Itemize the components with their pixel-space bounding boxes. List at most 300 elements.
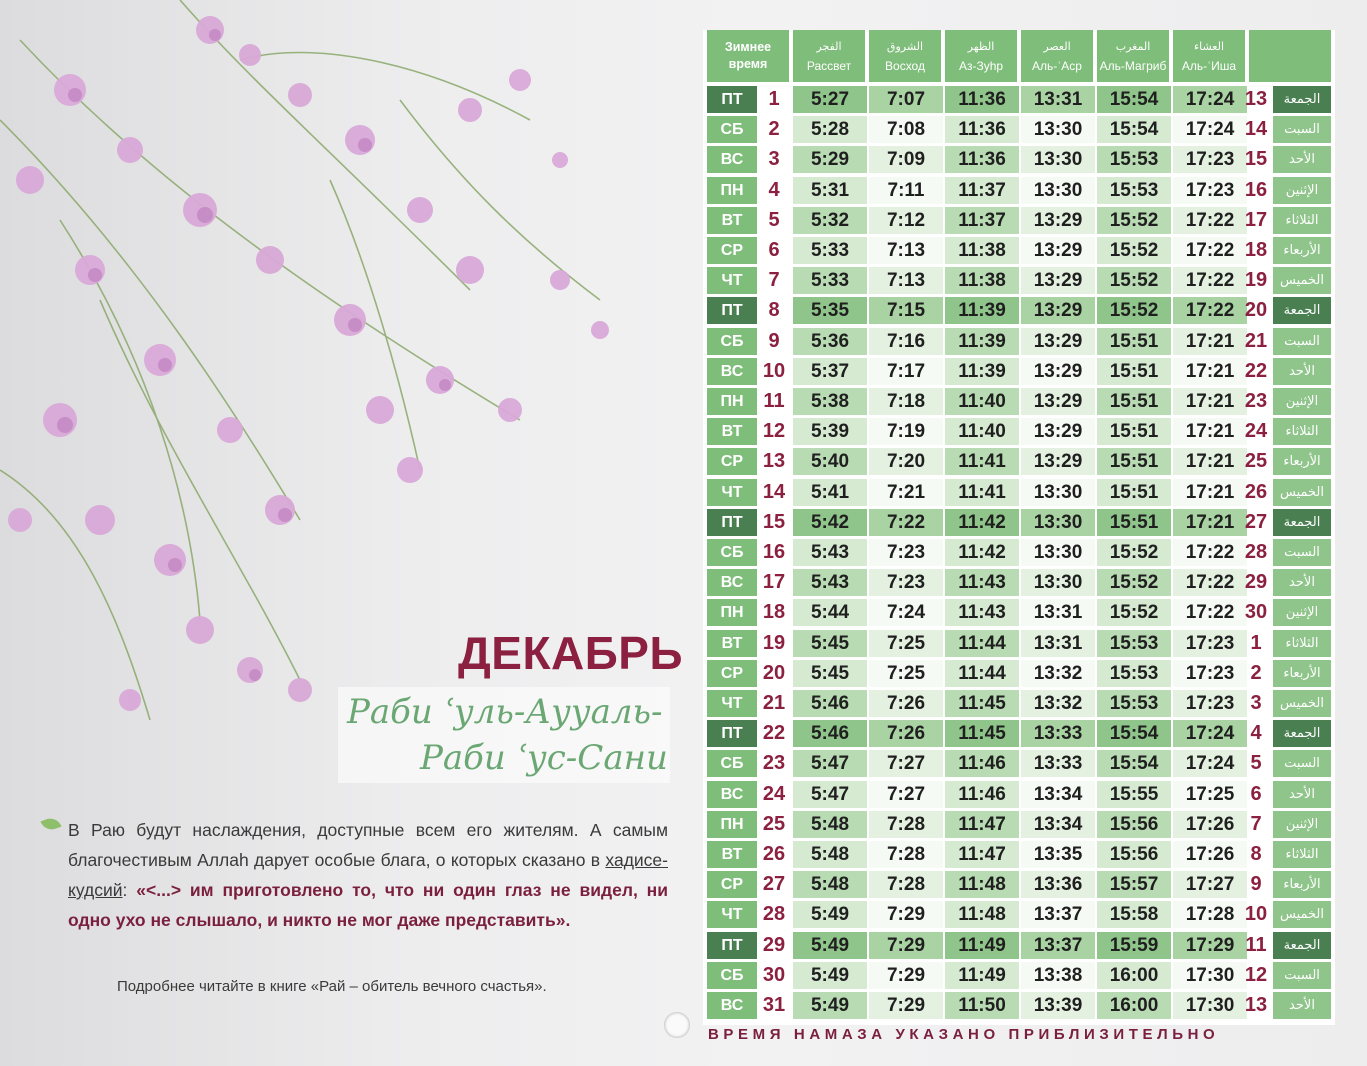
prayer-time-cell: 11:40 (945, 388, 1019, 415)
table-row (703, 660, 1335, 690)
prayer-time-cell: 13:32 (1021, 660, 1095, 687)
prayer-time-cell: 7:28 (869, 871, 943, 898)
day-number-cell: 13 (762, 450, 786, 473)
prayer-time-cell: 13:34 (1021, 811, 1095, 838)
prayer-time-cell: 17:29 (1173, 932, 1247, 959)
prayer-time-cell: 7:23 (869, 539, 943, 566)
hijri-day-cell: 9 (1250, 873, 1262, 896)
arabic-weekday-cell: الإثنين (1273, 177, 1331, 204)
prayer-time-cell: 11:36 (945, 146, 1019, 173)
prayer-time-cell: 5:49 (793, 932, 867, 959)
prayer-time-cell: 17:28 (1173, 901, 1247, 928)
quote-text: В Раю будут наслаждения, доступные всем его жителям. А самым благочестивым Аллаh дарует особые блага, о которых сказано в (68, 820, 668, 870)
weekday-cell: ПТ (707, 297, 757, 324)
footer-note: ВРЕМЯ НАМАЗА УКАЗАНО ПРИБЛИЗИТЕЛЬНО (708, 1026, 1220, 1043)
prayer-time-cell: 5:46 (793, 690, 867, 717)
day-number-cell: 31 (762, 994, 786, 1016)
prayer-time-cell: 7:25 (869, 660, 943, 687)
prayer-time-cell: 17:24 (1173, 86, 1247, 113)
prayer-time-cell: 16:00 (1097, 962, 1171, 989)
hijri-day-cell: 29 (1244, 571, 1268, 594)
weekday-cell: СБ (707, 962, 757, 989)
header-asr (1021, 30, 1093, 82)
hijri-day-cell: 18 (1244, 239, 1268, 261)
prayer-time-cell: 11:49 (945, 932, 1019, 959)
prayer-time-cell: 11:37 (945, 207, 1019, 234)
hijri-day-cell: 12 (1244, 963, 1268, 986)
arabic-weekday-cell: الخميس (1273, 479, 1331, 506)
prayer-time-cell: 11:42 (945, 509, 1019, 536)
header-asr-ru: Аль-ʿАср (1032, 59, 1082, 73)
prayer-time-cell: 5:35 (793, 297, 867, 324)
prayer-time-cell: 15:52 (1097, 539, 1171, 566)
prayer-time-cell: 5:49 (793, 901, 867, 928)
arabic-weekday-cell: السبت (1273, 750, 1331, 777)
weekday-cell: СР (707, 448, 757, 475)
arabic-weekday-cell: الأحد (1273, 146, 1331, 173)
table-row (703, 358, 1335, 388)
day-number-cell: 28 (762, 903, 786, 926)
arabic-weekday-cell: الثلاثاء (1273, 207, 1331, 234)
day-number-cell: 22 (762, 722, 786, 745)
day-number-cell: 20 (762, 661, 786, 684)
hijri-day-cell: 23 (1244, 390, 1268, 412)
header-dhuhr-ru: Аз-Зуhр (958, 59, 1004, 73)
table-row (703, 448, 1335, 478)
table-row (703, 901, 1335, 931)
prayer-time-cell: 15:51 (1097, 418, 1171, 445)
day-number-cell: 21 (762, 692, 786, 714)
prayer-time-cell: 7:28 (869, 841, 943, 868)
prayer-time-cell: 11:50 (945, 992, 1019, 1019)
prayer-time-cell: 17:25 (1173, 781, 1247, 808)
month-title: ДЕКАБРЬ (458, 627, 684, 679)
day-number-cell: 27 (762, 873, 786, 896)
table-row (703, 418, 1335, 448)
hijri-day-cell: 16 (1244, 178, 1268, 201)
prayer-time-cell: 15:51 (1097, 509, 1171, 536)
prayer-time-cell: 11:43 (945, 599, 1019, 626)
prayer-time-cell: 13:29 (1021, 358, 1095, 385)
prayer-time-cell: 11:37 (945, 177, 1019, 204)
prayer-time-cell: 17:24 (1173, 720, 1247, 747)
prayer-time-cell: 7:25 (869, 630, 943, 657)
arabic-weekday-cell: الإثنين (1273, 599, 1331, 626)
prayer-time-cell: 13:38 (1021, 962, 1095, 989)
header-maghrib (1097, 30, 1169, 82)
hijri-day-cell: 25 (1244, 450, 1268, 473)
day-number-cell: 9 (768, 329, 780, 352)
header-fajr-ru: Рассвет (806, 59, 852, 73)
table-row (703, 871, 1335, 901)
prayer-time-cell: 17:21 (1173, 388, 1247, 415)
hanging-hole (664, 1012, 690, 1038)
prayer-time-cell: 7:24 (869, 599, 943, 626)
prayer-time-cell: 11:38 (945, 237, 1019, 264)
weekday-cell: ПН (707, 388, 757, 415)
prayer-time-cell: 5:39 (793, 418, 867, 445)
prayer-time-cell: 15:51 (1097, 448, 1171, 475)
header-sunrise-ru: Восход (885, 59, 925, 73)
arabic-weekday-cell: الإثنين (1273, 811, 1331, 838)
prayer-time-cell: 5:36 (793, 328, 867, 355)
prayer-time-cell: 11:41 (945, 448, 1019, 475)
prayer-time-cell: 13:37 (1021, 932, 1095, 959)
weekday-cell: ЧТ (707, 690, 757, 717)
day-number-cell: 10 (762, 359, 786, 382)
prayer-time-cell: 17:21 (1173, 448, 1247, 475)
arabic-weekday-cell: الإثنين (1273, 388, 1331, 415)
day-number-cell: 1 (768, 88, 780, 110)
day-number-cell: 16 (762, 541, 786, 563)
prayer-time-cell: 13:30 (1021, 509, 1095, 536)
prayer-time-cell: 17:23 (1173, 630, 1247, 657)
prayer-time-cell: 5:43 (793, 539, 867, 566)
arabic-weekday-cell: الأربعاء (1273, 871, 1331, 898)
weekday-cell: ПТ (707, 509, 757, 536)
prayer-time-cell: 11:42 (945, 539, 1019, 566)
prayer-time-cell: 13:30 (1021, 177, 1095, 204)
hijri-day-cell: 10 (1244, 903, 1268, 926)
hijri-day-cell: 28 (1244, 541, 1268, 563)
prayer-time-cell: 7:13 (869, 237, 943, 264)
prayer-time-cell: 17:26 (1173, 841, 1247, 868)
prayer-time-cell: 11:40 (945, 418, 1019, 445)
prayer-time-cell: 5:41 (793, 479, 867, 506)
prayer-time-cell: 5:31 (793, 177, 867, 204)
header-hijri-blank (1249, 30, 1331, 82)
day-number-cell: 7 (768, 269, 780, 292)
weekday-cell: ПТ (707, 932, 757, 959)
arabic-weekday-cell: الثلاثاء (1273, 841, 1331, 868)
hijri-day-cell: 20 (1244, 299, 1268, 322)
table-row (703, 750, 1335, 780)
prayer-time-cell: 15:52 (1097, 207, 1171, 234)
weekday-cell: СР (707, 237, 757, 264)
table-row (703, 690, 1335, 720)
weekday-cell: ПН (707, 599, 757, 626)
prayer-time-cell: 11:47 (945, 841, 1019, 868)
header-isha-ar: العشاء (1193, 40, 1225, 53)
arabic-weekday-cell: الجمعة (1273, 509, 1331, 536)
day-number-cell: 25 (762, 812, 786, 835)
table-row (703, 811, 1335, 841)
arabic-weekday-cell: الأربعاء (1273, 660, 1331, 687)
prayer-time-cell: 5:33 (793, 237, 867, 264)
hijri-day-cell: 7 (1250, 812, 1262, 835)
quote-colon: : (122, 880, 137, 900)
weekday-cell: ПН (707, 177, 757, 204)
hijri-day-cell: 26 (1244, 480, 1268, 503)
header-asr-ar: العصر (1043, 40, 1071, 53)
prayer-time-cell: 17:27 (1173, 871, 1247, 898)
prayer-time-cell: 15:54 (1097, 86, 1171, 113)
table-row (703, 479, 1335, 509)
header-isha-ru: Аль-ʿИша (1181, 59, 1237, 73)
table-row (703, 207, 1335, 237)
prayer-time-cell: 7:29 (869, 932, 943, 959)
arabic-weekday-cell: السبت (1273, 328, 1331, 355)
prayer-time-cell: 13:30 (1021, 146, 1095, 173)
hijri-day-cell: 11 (1245, 933, 1267, 956)
day-number-cell: 18 (762, 601, 786, 624)
arabic-weekday-cell: الجمعة (1273, 297, 1331, 324)
prayer-time-cell: 15:54 (1097, 750, 1171, 777)
arabic-weekday-cell: الأحد (1273, 781, 1331, 808)
prayer-time-cell: 13:29 (1021, 297, 1095, 324)
prayer-time-cell: 17:21 (1173, 358, 1247, 385)
weekday-cell: ВС (707, 992, 757, 1019)
prayer-time-cell: 7:20 (869, 448, 943, 475)
hijri-day-cell: 22 (1244, 359, 1268, 382)
prayer-time-cell: 7:19 (869, 418, 943, 445)
day-number-cell: 24 (762, 782, 786, 805)
quote-bold: «<...> им приготовлено то, что ни один глаз не видел, ни одно ухо не слышало, и никто не мог даже представить». (68, 880, 668, 930)
prayer-time-cell: 11:38 (945, 267, 1019, 294)
day-number-cell: 8 (768, 299, 780, 322)
day-number-cell: 5 (768, 208, 780, 231)
prayer-time-cell: 5:44 (793, 599, 867, 626)
prayer-time-cell: 13:35 (1021, 841, 1095, 868)
prayer-time-cell: 13:31 (1021, 86, 1095, 113)
arabic-weekday-cell: الجمعة (1273, 932, 1331, 959)
hadith-term: хадисе-кудсий (68, 850, 668, 900)
prayer-time-cell: 5:33 (793, 267, 867, 294)
arabic-weekday-cell: الأحد (1273, 569, 1331, 596)
prayer-time-cell: 13:29 (1021, 418, 1095, 445)
prayer-time-cell: 5:29 (793, 146, 867, 173)
prayer-time-cell: 13:30 (1021, 116, 1095, 143)
prayer-time-cell: 7:18 (869, 388, 943, 415)
prayer-time-cell: 13:32 (1021, 690, 1095, 717)
prayer-time-cell: 13:29 (1021, 388, 1095, 415)
arabic-weekday-cell: الخميس (1273, 901, 1331, 928)
prayer-time-cell: 5:46 (793, 720, 867, 747)
prayer-time-cell: 5:48 (793, 871, 867, 898)
header-fajr (793, 30, 865, 82)
weekday-cell: ВТ (707, 418, 757, 445)
table-row (703, 539, 1335, 569)
header-maghrib-ru: Аль-Магриб (1099, 59, 1167, 73)
table-row (703, 599, 1335, 629)
prayer-time-cell: 11:39 (945, 358, 1019, 385)
day-number-cell: 23 (762, 752, 786, 775)
arabic-weekday-cell: الخميس (1273, 690, 1331, 717)
prayer-time-cell: 5:45 (793, 660, 867, 687)
prayer-time-cell: 17:21 (1173, 328, 1247, 355)
arabic-weekday-cell: الأحد (1273, 992, 1331, 1019)
prayer-time-cell: 15:53 (1097, 660, 1171, 687)
prayer-time-cell: 15:57 (1097, 871, 1171, 898)
weekday-cell: ПТ (707, 86, 757, 113)
weekday-cell: ЧТ (707, 479, 757, 506)
weekday-cell: ВТ (707, 207, 757, 234)
table-row (703, 146, 1335, 176)
prayer-times-table (703, 30, 1335, 1025)
hijri-day-cell: 2 (1250, 661, 1262, 684)
prayer-time-cell: 15:51 (1097, 328, 1171, 355)
weekday-cell: СБ (707, 539, 757, 566)
prayer-time-cell: 11:48 (945, 871, 1019, 898)
hijri-day-cell: 4 (1250, 722, 1262, 745)
prayer-time-cell: 15:51 (1097, 479, 1171, 506)
prayer-time-cell: 13:36 (1021, 871, 1095, 898)
prayer-time-cell: 5:37 (793, 358, 867, 385)
prayer-time-cell: 13:33 (1021, 720, 1095, 747)
prayer-time-cell: 15:51 (1097, 388, 1171, 415)
prayer-time-cell: 16:00 (1097, 992, 1171, 1019)
day-number-cell: 29 (762, 933, 786, 956)
prayer-time-cell: 5:38 (793, 388, 867, 415)
prayer-time-cell: 13:31 (1021, 630, 1095, 657)
prayer-time-cell: 5:49 (793, 992, 867, 1019)
day-number-cell: 30 (762, 963, 786, 986)
prayer-time-cell: 17:23 (1173, 690, 1247, 717)
table-row (703, 86, 1335, 116)
prayer-time-cell: 7:12 (869, 207, 943, 234)
hijri-day-cell: 27 (1244, 510, 1268, 533)
header-fajr-ar: الفجر (816, 40, 842, 53)
prayer-time-cell: 13:29 (1021, 448, 1095, 475)
hijri-day-cell: 6 (1250, 782, 1262, 805)
prayer-time-cell: 7:28 (869, 811, 943, 838)
prayer-time-cell: 11:41 (945, 479, 1019, 506)
prayer-time-cell: 13:33 (1021, 750, 1095, 777)
prayer-time-cell: 7:29 (869, 962, 943, 989)
prayer-time-cell: 17:21 (1173, 418, 1247, 445)
prayer-time-cell: 11:44 (945, 630, 1019, 657)
prayer-time-cell: 17:22 (1173, 237, 1247, 264)
day-number-cell: 12 (762, 420, 786, 443)
day-number-cell: 3 (768, 148, 780, 171)
prayer-time-cell: 17:21 (1173, 509, 1247, 536)
hijri-day-cell: 8 (1250, 843, 1262, 865)
prayer-time-cell: 7:29 (869, 901, 943, 928)
prayer-time-cell: 7:23 (869, 569, 943, 596)
prayer-time-cell: 7:15 (869, 297, 943, 324)
header-sunrise (869, 30, 941, 82)
hijri-day-cell: 19 (1244, 269, 1268, 292)
weekday-cell: ВТ (707, 841, 757, 868)
prayer-time-cell: 17:22 (1173, 539, 1247, 566)
header-maghrib-ar: المغرب (1115, 40, 1151, 53)
header-dhuhr (945, 30, 1017, 82)
hijri-day-cell: 5 (1250, 752, 1262, 775)
prayer-time-cell: 5:27 (793, 86, 867, 113)
hijri-day-cell: 17 (1244, 208, 1268, 231)
prayer-time-cell: 15:56 (1097, 841, 1171, 868)
prayer-time-cell: 11:44 (945, 660, 1019, 687)
prayer-time-cell: 7:17 (869, 358, 943, 385)
prayer-time-cell: 7:08 (869, 116, 943, 143)
table-row (703, 932, 1335, 962)
prayer-time-cell: 7:27 (869, 781, 943, 808)
prayer-time-cell: 7:09 (869, 146, 943, 173)
prayer-time-cell: 7:21 (869, 479, 943, 506)
prayer-time-cell: 15:54 (1097, 116, 1171, 143)
table-row (703, 630, 1335, 660)
prayer-time-cell: 15:52 (1097, 237, 1171, 264)
table-row (703, 177, 1335, 207)
table-row (703, 116, 1335, 146)
weekday-cell: СБ (707, 750, 757, 777)
prayer-time-cell: 11:46 (945, 750, 1019, 777)
hijri-day-cell: 14 (1244, 118, 1268, 141)
table-row (703, 388, 1335, 418)
prayer-time-cell: 13:30 (1021, 539, 1095, 566)
prayer-time-cell: 7:11 (869, 177, 943, 204)
arabic-weekday-cell: السبت (1273, 962, 1331, 989)
prayer-time-cell: 13:31 (1021, 599, 1095, 626)
prayer-time-cell: 17:23 (1173, 146, 1247, 173)
arabic-weekday-cell: الثلاثاء (1273, 418, 1331, 445)
table-row (703, 297, 1335, 327)
prayer-time-cell: 17:23 (1173, 177, 1247, 204)
prayer-time-cell: 7:26 (869, 720, 943, 747)
prayer-time-cell: 5:32 (793, 207, 867, 234)
day-number-cell: 11 (763, 390, 785, 412)
prayer-time-cell: 7:16 (869, 328, 943, 355)
hijri-day-cell: 13 (1244, 88, 1268, 110)
weekday-cell: ВТ (707, 630, 757, 657)
hijri-day-cell: 30 (1244, 601, 1268, 624)
prayer-time-cell: 17:22 (1173, 297, 1247, 324)
hijri-day-cell: 21 (1244, 329, 1268, 352)
prayer-time-cell: 11:43 (945, 569, 1019, 596)
weekday-cell: СР (707, 660, 757, 687)
prayer-time-cell: 13:30 (1021, 569, 1095, 596)
weekday-cell: ВС (707, 569, 757, 596)
prayer-time-cell: 15:54 (1097, 720, 1171, 747)
weekday-cell: СР (707, 871, 757, 898)
prayer-time-cell: 17:24 (1173, 750, 1247, 777)
weekday-cell: ЧТ (707, 901, 757, 928)
table-row (703, 237, 1335, 267)
prayer-time-cell: 13:29 (1021, 237, 1095, 264)
prayer-time-cell: 13:37 (1021, 901, 1095, 928)
prayer-time-cell: 15:55 (1097, 781, 1171, 808)
prayer-time-cell: 17:23 (1173, 660, 1247, 687)
prayer-time-cell: 7:13 (869, 267, 943, 294)
table-row (703, 720, 1335, 750)
prayer-time-cell: 11:48 (945, 901, 1019, 928)
prayer-time-cell: 15:58 (1097, 901, 1171, 928)
prayer-time-cell: 13:29 (1021, 207, 1095, 234)
prayer-time-cell: 15:53 (1097, 630, 1171, 657)
weekday-cell: ВС (707, 358, 757, 385)
hijri-day-cell: 3 (1250, 692, 1262, 714)
table-row (703, 509, 1335, 539)
day-number-cell: 14 (762, 480, 786, 503)
prayer-time-cell: 15:52 (1097, 569, 1171, 596)
prayer-time-cell: 15:52 (1097, 297, 1171, 324)
prayer-time-cell: 5:49 (793, 962, 867, 989)
prayer-time-cell: 5:47 (793, 781, 867, 808)
prayer-time-cell: 5:47 (793, 750, 867, 777)
prayer-time-cell: 11:45 (945, 690, 1019, 717)
day-number-cell: 4 (768, 178, 780, 201)
arabic-weekday-cell: السبت (1273, 539, 1331, 566)
prayer-time-cell: 5:42 (793, 509, 867, 536)
weekday-cell: СБ (707, 328, 757, 355)
header-sunrise-ar: الشروق (886, 40, 924, 53)
prayer-time-cell: 7:27 (869, 750, 943, 777)
hijri-month-line-2: Раби ʿус-Сани (420, 738, 668, 778)
arabic-weekday-cell: الجمعة (1273, 720, 1331, 747)
prayer-time-cell: 15:52 (1097, 599, 1171, 626)
prayer-time-cell: 5:28 (793, 116, 867, 143)
prayer-time-cell: 11:36 (945, 116, 1019, 143)
